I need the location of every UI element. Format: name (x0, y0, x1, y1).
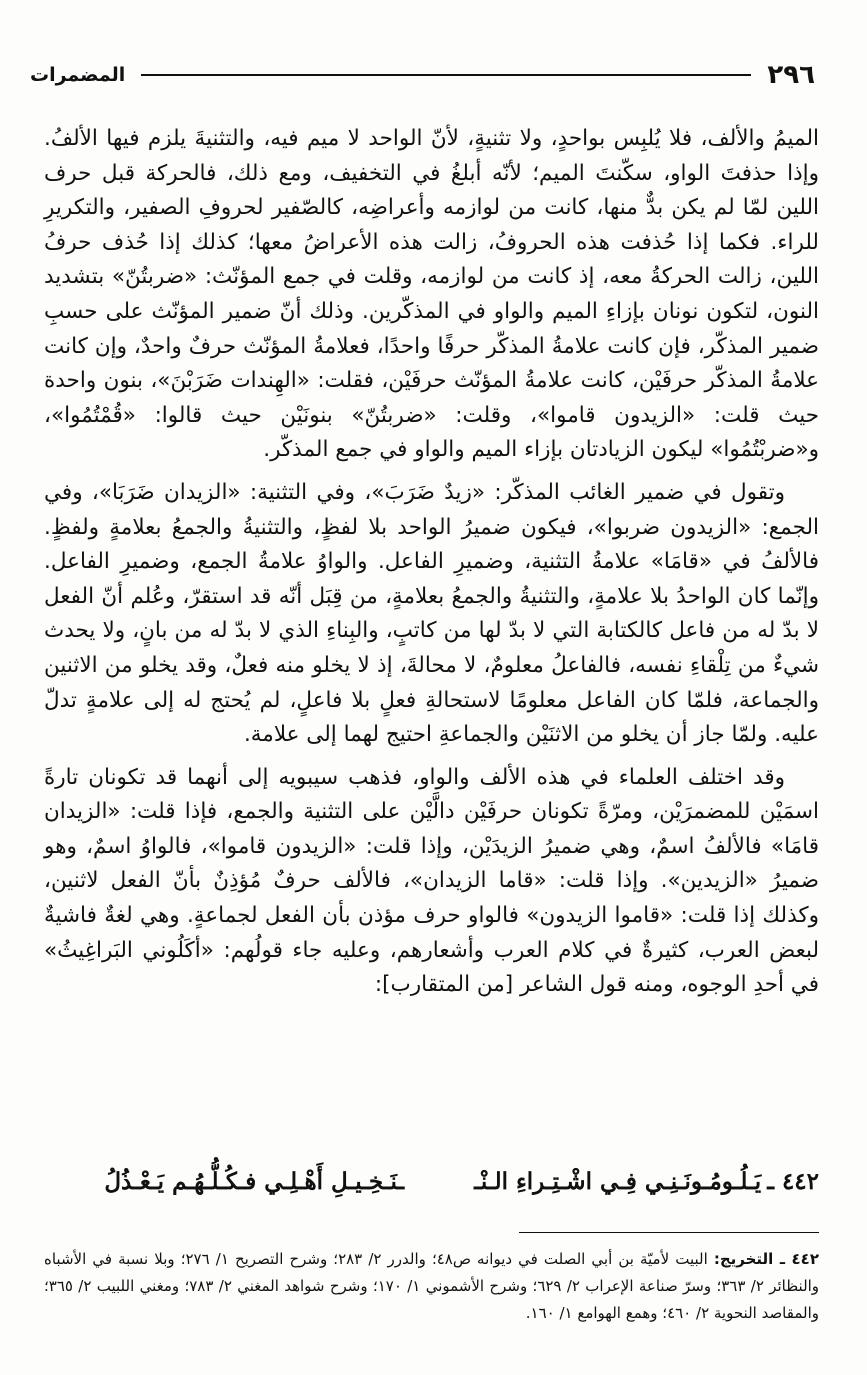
footnote-442 (44, 1246, 819, 1327)
poetry-verse (44, 1168, 819, 1195)
running-title: المضمرات (30, 64, 126, 86)
paragraph-2: وتقول في ضمير الغائب المذكّر: «زيدٌ ضَرَبَ»، وفي التثنية: «الزيدان ضَرَبَا»، وفي الجمع: «الزيدون ضربوا»، فيكون ضميرُ الواحد بلا لفظٍ، والتثنيةُ والجمعُ بعلامةٍ ولفظٍ. فالألفُ في «قامَا» علامةُ التثنية، وضميرِ الفاعل. والواوُ علامةُ الجمع، وضميرِ الفاعل. وإنّما كان الواحدُ بلا علامةٍ، والتثنيةُ والجمعُ بعلامةٍ، من قِبَل أنّه قد استقرّ، وعُلم أنّ الفعل لا بدّ له من فاعل كالكتابة التي لا بدّ لها من كاتبٍ، والبِناءِ الذي لا بدّ له من بانٍ، ولا يحدث شيءٌ من تِلْقاءِ نفسه، فالفاعلُ معلومٌ، لا محالةَ، إذ لا يخلو منه فعلٌ، وقد يخلو من الاثنين والجماعة، فلمّا كان الفاعل معلومًا لاستحالةِ فعلٍ بلا فاعلٍ، لم يُحتج له إلى علامةٍ تدلّ عليه. ولمّا جاز أن يخلو من الاثنَيْن والجماعةِ احتيج لهما إلى علامة. (44, 479, 819, 748)
footnote-text: البيت لأميّة بن أبي الصلت في ديوانه ص٤٨؛ والدرر ٢/ ٢٨٣؛ وشرح التصريح ١/ ٢٧٦؛ وبلا نسبة في الأشباه والنظائر ٢/ ٣٦٣؛ وسرّ صناعة الإعراب ٢/ ٦٢٩؛ وشرح الأشموني ١/ ١٧٠؛ وشرح شواهد المغني ٢/ ٧٨٣؛ ومغني اللبيب ٢/ ٣٦٥؛ والمقاصد النحوية ٢/ ٤٦٠؛ وهمع الهوامع ١/ ١٦٠. (44, 1250, 820, 1322)
verse-hemistich-second: ـنَـخِـيـلِ أَهْـلِـي فـكُـلُّـهُـم يَـعْـذُلُ (104, 1168, 405, 1195)
paragraph-3: وقد اختلف العلماء في هذه الألف والواو، فذهب سيبويه إلى أنهما قد تكونان تارةً اسمَيْن للمضمرَيْن، ومرّةً تكونان حرفَيْن دالَّيْن على التثنية والجمع، فإذا قلت: «الزيدان قامَا» فالألفُ اسمٌ، وهي ضميرُ الزيدَيْن، وإذا قلت: «الزيدون قاموا»، فالواوُ اسمٌ، وهو ضميرُ «الزيدين». وإذا قلت: «قاما الزيدان»، فالألف حرفٌ مُؤذِنٌ بأنّ الفعل لاثنين، وكذلك إذا قلت: «قاموا الزيدون» فالواو حرف مؤذن بأن الفعل لجماعةٍ. وهي لغةٌ فاشيةٌ لبعض العرب، كثيرةٌ في كلام العرب وأشعارهم، وعليه جاء قولُهم: «أكَلُوني البَراغِيثُ» في أحدِ الوجوه، ومنه قول الشاعر [من المتقارب]: (44, 764, 819, 998)
header-rule (141, 74, 751, 76)
main-text (44, 122, 819, 1003)
verse-hemistich-first: يَـلُـومُـونَـنِـي فِـي اشْـتِـراءِ الـنْـ (474, 1168, 762, 1195)
footnote-label: ٤٤٢ ـ التخريج: (713, 1250, 819, 1268)
paragraph-1: الميمُ والألف، فلا يُلبِس بواحدٍ، ولا تثنيةٍ، لأنّ الواحد لا ميم فيه، والتثنيةَ يلزم فيها الألفُ. وإذا حذفتَ الواو، سكّنتَ الميم؛ لأنّه أبلغُ في التخفيف، ومع ذلك، فالحركة قبل حرف اللين لمّا لم يكن بدٌّ منها، كانت من لوازمه وأعراضِه، كالصّفير لحروفِ الصفير، والتكريرِ للراء. فكما إذا حُذفت هذه الحروفُ، زالت هذه الأعراضُ معها؛ كذلك إذا حُذف حرفُ اللين، زالت الحركةُ معه، إذ كانت من لوازمه، وقلت في جمع المؤنّث: «ضربتُنّ» بتشديد النون، لتكون نونان بإزاءِ الميم والواو في المذكّرين. وذلك أنّ ضمير المؤنّث على حسبِ ضمير المذكّر، فإن كانت علامةُ المذكّر حرفًا واحدًا، فعلامةُ المؤنّث حرفٌ واحدٌ، وإن كانت علامةُ المذكّر حرفَيْن، كانت علامةُ المؤنّث حرفَيْن، فقلت: «الهِندات ضَرَبْنَ»، بنون واحدة حيث قلت: «الزيدون قاموا»، وقلت: «ضربتُنّ» بنونَيْن حيث قالوا: «قُمْتُمُوا»، و«ضربْتُمُوا» ليكون الزيادتان بإزاء الميم والواو في جمع المذكّر. (44, 126, 819, 463)
verse-number: ٤٤٢ ـ (767, 1168, 819, 1195)
page-header (30, 58, 815, 92)
footnote-separator (519, 1232, 819, 1233)
footnotes (44, 1246, 819, 1327)
page-number: ٢٩٦ (767, 60, 815, 90)
